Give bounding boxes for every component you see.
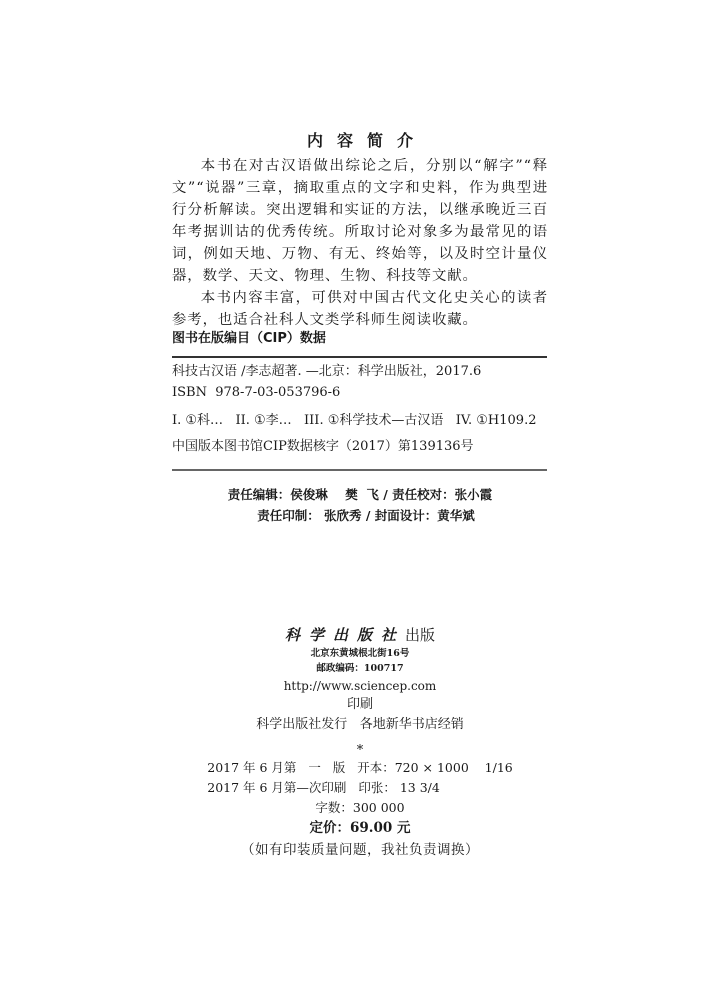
edition-line: 2017 年 6 月第 一 版 开本：720 × 1000 1/16 [207, 760, 513, 775]
summary-title: 内容简介 [306, 131, 427, 150]
summary-body [172, 155, 548, 331]
cip-heading: 图书在版编目（CIP）数据 [172, 331, 326, 346]
cip-classification-line: I. ①科… II. ①李… III. ①科学技术—古汉语 IV. ①H109.2 [172, 413, 537, 428]
quality-notice: （如有印装质量问题，我社负责调换） [241, 842, 479, 858]
editors-line-2: 责任印制： 张欣秀 / 封面设计：黄华斌 [257, 508, 475, 523]
editorial-credits [0, 484, 720, 526]
printing-line: 2017 年 6 月第—次印刷 印张： 13 3/4 [207, 780, 440, 795]
price: 定价：69.00 元 [309, 820, 411, 836]
separator-asterisk: * [356, 743, 364, 758]
edition-specs [207, 758, 513, 798]
publisher-postcode: 邮政编码：100717 [316, 663, 404, 674]
summary-paragraph: 本书内容丰富，可供对中国古代文化史关心的读者参考，也适合社科人文类学科师生阅读收藏。 [172, 290, 548, 328]
colophon [0, 624, 720, 861]
summary-paragraph: 本书在对古汉语做出综论之后，分别以“解字”“释文”“说器”三章，摘取重点的文字和史料，作为典型进行分析解读。突出逻辑和实证的方法，以继承晚近三百年考据训诂的优秀传统。所取讨论对象多为最常见的语词，例如天地、万物、有无、终始等，以及时空计量仪器，数学、天文、物理、生物、科技等文献。 [172, 158, 548, 284]
cip-bottom-divider [172, 469, 547, 471]
distribution-line: 科学出版社发行 各地新华书店经销 [256, 717, 464, 732]
cip-isbn-line: ISBN 978-7-03-053796-6 [172, 385, 341, 400]
publisher-suffix: 出版 [405, 626, 436, 644]
print-label: 印刷 [346, 697, 373, 712]
editors-line-1: 责任编辑：侯俊琳 樊 飞 / 责任校对：张小霞 [227, 487, 493, 502]
cip-title-line: 科技古汉语 /李志超著. —北京：科学出版社，2017.6 [172, 364, 482, 379]
publisher-address: 北京东黄城根北街16号 [310, 648, 410, 659]
publisher-line [0, 624, 720, 646]
publisher-url: http://www.sciencep.com [283, 679, 437, 693]
publisher-name: 科学出版社 [284, 626, 405, 644]
word-count: 字数：300 000 [315, 800, 405, 815]
cip-record-number-line: 中国版本图书馆CIP数据核字（2017）第139136号 [172, 439, 474, 454]
cip-top-divider [172, 356, 547, 358]
